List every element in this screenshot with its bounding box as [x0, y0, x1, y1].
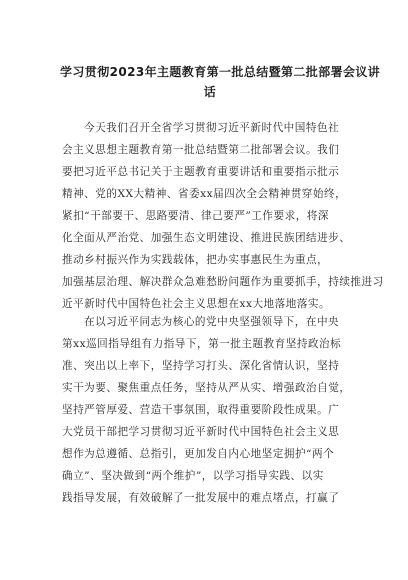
- paragraph-line: 准、突出以上率下，坚持学习打头、深化省情认识，坚持: [62, 360, 340, 372]
- paragraph-line: 加强基层治理、解决群众急难愁盼问题作为重要抓手，持续推进习: [62, 276, 384, 288]
- body-paragraph: [62, 311, 351, 509]
- document-title: [60, 62, 381, 102]
- paragraph-line: 近平新时代中国特色社会主义思想在xx大地落地落实。: [62, 298, 331, 310]
- paragraph-line: 大党员干部把学习贯彻习近平新时代中国特色社会主义思: [62, 426, 340, 438]
- body-paragraph: [62, 117, 384, 315]
- paragraph-line: 要把习近平总书记关于主题教育重要讲话和重要指示批示: [62, 166, 340, 178]
- paragraph-line: 坚持严管厚爱、营造干事氛围，取得重要阶段性成果。广: [62, 404, 340, 416]
- paragraph-line: 第xx巡回指导组有力指导下，第一批主题教育坚持政治标: [62, 338, 342, 350]
- paragraph-line: 实干为要、聚焦重点任务，坚持从严从实、增强政治自觉，: [62, 382, 351, 394]
- paragraph-line: 在以习近平同志为核心的党中央坚强领导下，在中央: [84, 316, 340, 328]
- paragraph-line: 推动乡村振兴作为实践载体，把办实事惠民生为重点，: [62, 254, 329, 266]
- title-line: 学习贯彻2023年主题教育第一批总结暨第二批部署会议讲: [60, 65, 381, 79]
- paragraph-line: 今天我们召开全省学习贯彻习近平新时代中国特色社: [84, 122, 340, 134]
- paragraph-line: 化全面从严治党、加强生态文明建设、推进民族团结进步、: [62, 232, 351, 244]
- paragraph-line: 精神、党的XX大精神、省委xx届四次全会精神贯穿始终，: [62, 188, 347, 200]
- paragraph-line: 想作为总遵循、总指引，更加发自内心地坚定拥护“两个: [62, 448, 335, 460]
- paragraph-line: 会主义思想主题教育第一批总结暨第二批部署会议。我们: [62, 144, 340, 156]
- paragraph-line: 紧扣“干部要干、思路要清、律己要严”工作要求，将深: [62, 210, 329, 222]
- paragraph-line: 确立”、坚决做到“两个维护”，以学习指导实践、以实: [62, 470, 324, 482]
- title-line: 话: [203, 85, 217, 99]
- paragraph-line: 践指导发展，有效破解了一批发展中的难点堵点，打赢了: [62, 492, 340, 504]
